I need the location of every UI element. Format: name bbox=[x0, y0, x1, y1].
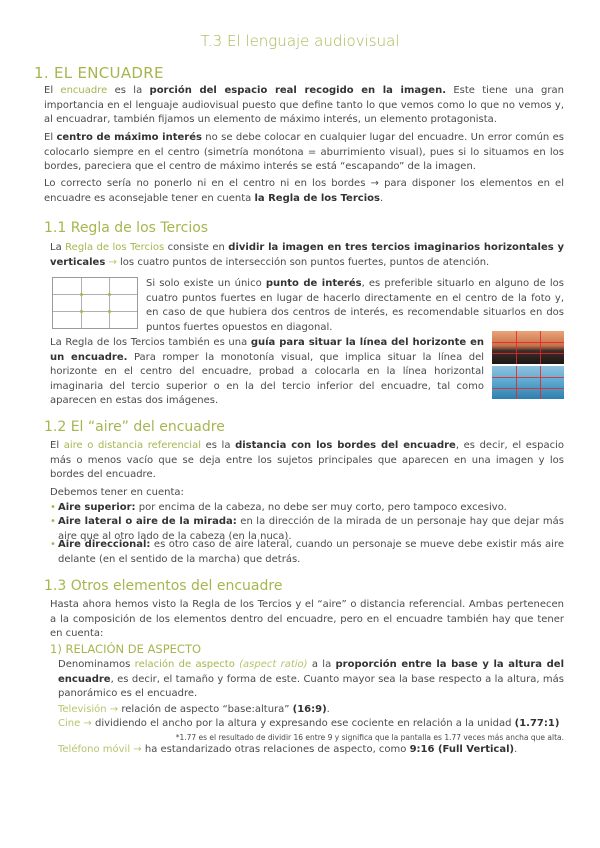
footnote-1-77: *1.77 es el resultado de dividir 16 entre 9 y significa que la pantalla es 1.77 veces más ancha que alta. bbox=[175, 733, 564, 742]
list-item-cine: Cine → dividiendo el ancho por la altura y expresando ese cociente en relación a la unidad (1.77:1) bbox=[58, 718, 560, 729]
intersection-point bbox=[108, 310, 111, 313]
rule-of-thirds-grid-diagram bbox=[52, 277, 138, 329]
section-heading-regla-tercios: 1.1 Regla de los Tercios bbox=[44, 220, 209, 236]
page-title: T.3 El lenguaje audiovisual bbox=[200, 32, 400, 50]
paragraph-regla-tercios-definition: La Regla de los Tercios consiste en dividir la imagen en tres tercios imaginarios horizontales y verticales → los cuatro puntos de intersección son puntos fuertes, puntos de atención. bbox=[50, 242, 564, 268]
intersection-point bbox=[80, 293, 83, 296]
paragraph-encuadre-definition: El encuadre es la porción del espacio real recogido en la imagen. Este tiene una gran importancia en el lenguaje audiovisual puesto que define tanto lo que vemos como lo que no vemos y, al encuadrar, también fijamos un elemento de máximo interés, un elemento protagonista. bbox=[44, 85, 564, 125]
list-item-television: Televisión → relación de aspecto “base:altura” (16:9). bbox=[58, 704, 330, 715]
section-heading-otros-elementos: 1.3 Otros elementos del encuadre bbox=[44, 578, 283, 594]
beach-horizon-photo bbox=[492, 366, 564, 399]
list-item-telefono-movil: Teléfono móvil → ha estandarizado otras relaciones de aspecto, como 9:16 (Full Vertical). bbox=[58, 744, 518, 755]
intersection-point bbox=[108, 293, 111, 296]
section-heading-aire: 1.2 El “aire” del encuadre bbox=[44, 419, 225, 435]
paragraph-linea-horizonte: La Regla de los Tercios también es una guía para situar la línea del horizonte en un encuadre. Para romper la monotonía visual, que implica situar la línea del horizonte en el centro del encuadre, probad a colocarla en la línea horizontal imaginaria del tercio superior o en la del tercio inferior del encuadre, tal como aparecen en estas dos imágenes. bbox=[50, 337, 485, 406]
intersection-point bbox=[80, 310, 83, 313]
paragraph-debemos-tener: Debemos tener en cuenta: bbox=[50, 487, 184, 498]
list-item-aire-direccional: • Aire direccional: es otro caso de aire lateral, cuando un personaje se mueve debe existir más aire delante (en el sentido de la marcha) que detrás. bbox=[50, 539, 565, 565]
paragraph-hasta-ahora: Hasta ahora hemos visto la Regla de los Tercios y el “aire” o distancia referencial. Ambas pertenecen a la composición de los elementos dentro del encuadre, pero en el encuadre también hay que tener en cuenta: bbox=[50, 599, 564, 639]
paragraph-punto-interes: Si solo existe un único punto de interés, es preferible situarlo en alguno de los cuatro puntos fuertes en lugar de hacerlo directamente en el centro de la foto y, en caso de que hubiera dos centros de interés, es recomendable situarlos en dos puntos fuertes opuestos en diagonal. bbox=[146, 278, 564, 333]
paragraph-centro-interes: El centro de máximo interés no se debe colocar en cualquier lugar del encuadre. Un error común es colocarlo siempre en el centro (simetría monótona = aburrimiento visual), pues si lo situamos en los bordes, pareciera que el centro de máximo interés se está “escapando” de la imagen. bbox=[44, 132, 564, 172]
paragraph-relacion-aspecto: Denominamos relación de aspecto (aspect ratio) a la proporción entre la base y la altura del encuadre, es decir, el tamaño y forma de este. Cuanto mayor sea la base respecto a la altura, más panorámico es el encuadre. bbox=[58, 659, 565, 699]
sunset-horizon-photo bbox=[492, 331, 564, 364]
paragraph-lo-correcto: Lo correcto sería no ponerlo ni en el centro ni en los bordes → para disponer los elementos en el encuadre es aconsejable tener en cuenta la Regla de los Tercios. bbox=[44, 178, 564, 204]
paragraph-aire-definition: El aire o distancia referencial es la distancia con los bordes del encuadre, es decir, el espacio más o menos vacío que se deja entre los sujetos principales que aparecen en una imagen y los bordes del encuadre. bbox=[50, 440, 564, 480]
section-heading-encuadre: 1. EL ENCUADRE bbox=[34, 64, 164, 82]
subsection-heading-relacion-aspecto: 1) RELACIÓN DE ASPECTO bbox=[50, 642, 202, 656]
list-item-aire-lateral: • Aire lateral o aire de la mirada: en la dirección de la mirada de un personaje hay que dejar más aire que al otro lado de la cabeza (en la nuca). bbox=[50, 516, 564, 542]
list-item-aire-superior: • Aire superior: por encima de la cabeza, no debe ser muy corto, pero tampoco excesivo. bbox=[50, 502, 507, 513]
